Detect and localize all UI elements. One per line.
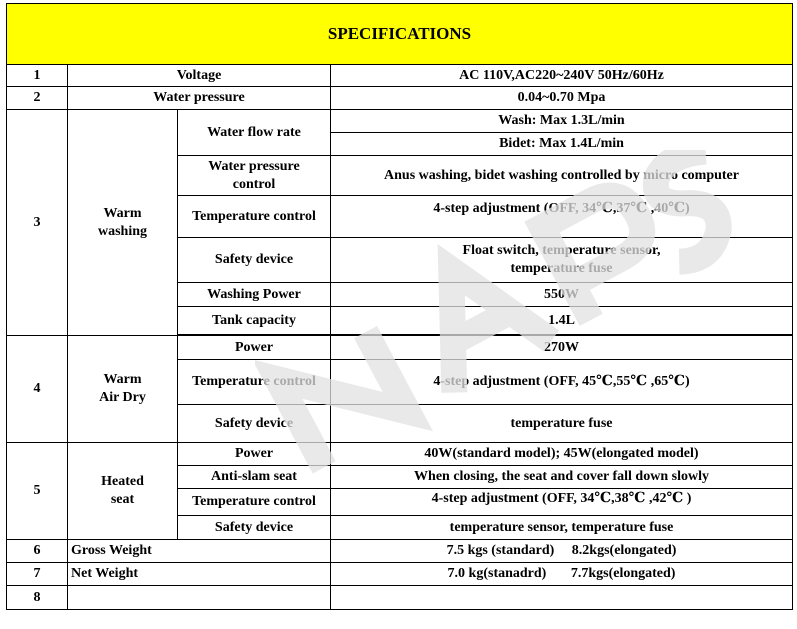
- spec-label: Tank capacity: [178, 307, 331, 335]
- row-number: 2: [7, 87, 68, 110]
- spec-label: Gross Weight: [68, 540, 331, 563]
- group-label-line: washing: [97, 223, 148, 239]
- spec-label: Temperature control: [178, 196, 331, 238]
- spec-label: Water pressure: [68, 87, 331, 110]
- spec-label: Anti-slam seat: [178, 466, 331, 489]
- spec-value: Anus washing, bidet washing controlled by micro computer: [331, 156, 793, 196]
- row-number: 6: [7, 540, 68, 563]
- spec-value: 4-step adjustment (OFF, 34℃,38℃ ,42℃ ): [331, 489, 793, 516]
- group-label: [68, 443, 178, 540]
- group-label: [68, 110, 178, 336]
- row-number: 3: [7, 110, 68, 336]
- spec-value-line: temperature fuse: [510, 261, 613, 276]
- spec-value: 4-step adjustment (OFF, 34℃,37℃ ,40℃): [331, 196, 793, 238]
- spec-value: temperature fuse: [331, 405, 793, 443]
- spec-label: [178, 156, 331, 196]
- spec-label-line: control: [232, 176, 276, 192]
- spec-value: 7.0 kg(stanadrd) 7.7kgs(elongated): [331, 563, 793, 586]
- group-label-line: Heated: [101, 474, 144, 489]
- table-row: [7, 87, 793, 110]
- group-label-line: Warm: [103, 372, 142, 387]
- spec-label: Power: [178, 443, 331, 466]
- spec-value: [331, 238, 793, 283]
- spec-label: Washing Power: [178, 283, 331, 307]
- spec-label: Temperature control: [178, 489, 331, 516]
- spec-value-empty: [331, 586, 793, 610]
- table-title: SPECIFICATIONS: [7, 4, 793, 65]
- group-label: [68, 336, 178, 443]
- row-number: 4: [7, 336, 68, 443]
- spec-label: Water flow rate: [178, 110, 331, 156]
- spec-label-line: Water pressure: [208, 158, 300, 174]
- spec-label: Voltage: [68, 65, 331, 87]
- table-row: [7, 336, 793, 360]
- spec-value: 7.5 kgs (standard) 8.2kgs(elongated): [331, 540, 793, 563]
- spec-label-empty: [68, 586, 331, 610]
- spec-value: 550W: [331, 283, 793, 307]
- table-row: [7, 110, 793, 133]
- spec-value: Bidet: Max 1.4L/min: [331, 133, 793, 156]
- row-number: 5: [7, 443, 68, 540]
- spec-label: Safety device: [178, 238, 331, 283]
- group-label-line: Warm: [103, 205, 142, 221]
- spec-value: Wash: Max 1.3L/min: [331, 110, 793, 133]
- table-row: [7, 65, 793, 87]
- group-label-line: seat: [110, 492, 135, 507]
- spec-value: 4-step adjustment (OFF, 45℃,55℃ ,65℃): [331, 360, 793, 405]
- group-label-line: Air Dry: [99, 390, 146, 405]
- spec-label: Power: [178, 336, 331, 360]
- table-row: [7, 540, 793, 563]
- table-row: [7, 443, 793, 466]
- spec-value: When closing, the seat and cover fall down slowly: [331, 466, 793, 489]
- spec-value: 1.4L: [331, 307, 793, 335]
- spec-label: Temperature control: [178, 360, 331, 405]
- spec-value-line: Float switch, temperature sensor,: [462, 243, 661, 258]
- spec-value: 270W: [331, 336, 793, 360]
- spec-label: Safety device: [178, 405, 331, 443]
- table-row: [7, 586, 793, 610]
- specifications-table: [6, 3, 793, 610]
- row-number: 8: [7, 586, 68, 610]
- spec-value: 0.04~0.70 Mpa: [331, 87, 793, 110]
- spec-value: 40W(standard model); 45W(elongated model): [331, 443, 793, 466]
- spec-label: Net Weight: [68, 563, 331, 586]
- spec-value: AC 110V,AC220~240V 50Hz/60Hz: [331, 65, 793, 87]
- spec-label: Safety device: [178, 516, 331, 540]
- row-number: 7: [7, 563, 68, 586]
- table-row: [7, 563, 793, 586]
- spec-value: temperature sensor, temperature fuse: [331, 516, 793, 540]
- row-number: 1: [7, 65, 68, 87]
